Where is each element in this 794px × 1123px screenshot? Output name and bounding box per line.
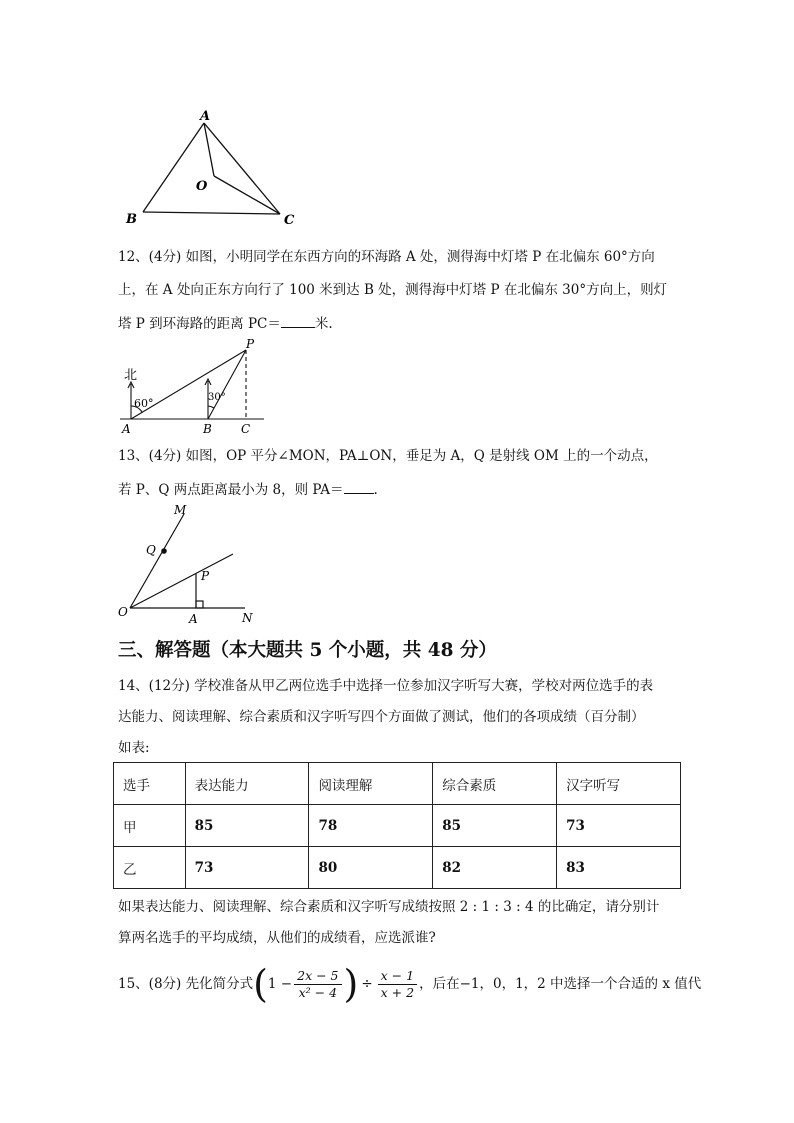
q14-line1: 14、(12分) 学校准备从甲乙两位选手中选择一位参加汉字听写大赛，学校对两位选手的表 bbox=[118, 678, 654, 694]
table-row bbox=[114, 805, 681, 847]
side-ab bbox=[143, 123, 204, 212]
divide-sign: ÷ bbox=[361, 976, 373, 992]
fraction-1-numerator: 2x − 5 bbox=[294, 968, 341, 985]
right-paren: ) bbox=[343, 962, 359, 1006]
q15-prefix: 15、(8分) 先化简分式 bbox=[118, 976, 254, 992]
score-table bbox=[113, 762, 681, 889]
table-cell: 80 bbox=[309, 847, 433, 889]
label-q: Q bbox=[146, 543, 156, 557]
table-header-cell: 汉字听写 bbox=[557, 763, 681, 805]
table-header-cell: 选手 bbox=[114, 763, 186, 805]
label-b: B bbox=[203, 422, 212, 436]
table-cell: 73 bbox=[557, 805, 681, 847]
label-m: M bbox=[174, 503, 187, 517]
q12-line3-text: 塔 P 到环海路的距离 PC＝ bbox=[118, 316, 281, 332]
figure-angle-bisector bbox=[112, 500, 262, 628]
segment-oc bbox=[214, 176, 280, 214]
q13-line2 bbox=[118, 479, 684, 499]
table-row bbox=[114, 847, 681, 889]
table-cell-player: 甲 bbox=[114, 805, 186, 847]
q14-line3: 如表: bbox=[118, 740, 150, 756]
q13-line2-end: . bbox=[373, 482, 378, 498]
q14-line2: 达能力、阅读理解、综合素质和汉字听写四个方面做了测试，他们的各项成绩（百分制） bbox=[118, 709, 645, 725]
table-header-cell: 综合素质 bbox=[433, 763, 557, 805]
section-heading: 三、解答题（本大题共 5 个小题，共 48 分） bbox=[118, 640, 497, 661]
label-o: O bbox=[118, 605, 128, 619]
q12-line1: 12、(4分) 如图，小明同学在东西方向的环海路 A 处，测得海中灯塔 P 在北偏东 60°方向 bbox=[118, 249, 655, 265]
line-bp bbox=[208, 350, 246, 419]
label-b: B bbox=[126, 212, 137, 227]
q15-line bbox=[118, 960, 702, 1008]
table-cell-player: 乙 bbox=[114, 847, 186, 889]
angle-arc-b bbox=[208, 406, 214, 408]
side-bc bbox=[143, 212, 280, 214]
side-ac bbox=[204, 123, 280, 214]
label-n: N bbox=[242, 611, 253, 625]
table-header-row bbox=[114, 763, 681, 805]
segment-ao bbox=[204, 123, 214, 176]
table-cell: 78 bbox=[309, 805, 433, 847]
q13-line2-text: 若 P、Q 两点距离最小为 8，则 PA＝ bbox=[118, 482, 344, 498]
q12-line2: 上，在 A 处向正东方向行了 100 米到达 B 处，测得海中灯塔 P 在北偏东 30°方向上，则灯 bbox=[118, 282, 668, 298]
label-c: C bbox=[241, 422, 251, 436]
answer-blank bbox=[281, 313, 315, 328]
table-cell: 85 bbox=[185, 805, 309, 847]
label-o: O bbox=[196, 179, 208, 194]
label-60-degrees: 60° bbox=[134, 397, 154, 410]
label-c: C bbox=[284, 213, 295, 228]
label-a: A bbox=[200, 109, 211, 124]
q12-line3-unit: 米. bbox=[314, 316, 333, 332]
label-a: A bbox=[122, 422, 131, 436]
label-north: 北 bbox=[124, 368, 138, 383]
fraction-2-numerator: x − 1 bbox=[378, 968, 417, 985]
right-angle-mark bbox=[196, 601, 203, 608]
q15-one-minus: 1 − bbox=[267, 976, 293, 992]
figure-lighthouse bbox=[118, 338, 270, 436]
table-cell: 82 bbox=[433, 847, 557, 889]
table-header-cell: 表达能力 bbox=[185, 763, 309, 805]
table-header-cell: 阅读理解 bbox=[309, 763, 433, 805]
table-cell: 85 bbox=[433, 805, 557, 847]
left-paren: ( bbox=[253, 962, 268, 1006]
label-30-degrees: 30° bbox=[208, 392, 226, 403]
fraction-1-denominator: x² − 4 bbox=[298, 984, 338, 1000]
q14-after1: 如果表达能力、阅读理解、综合素质和汉字听写成绩按照 2 : 1 : 3 : 4 的比确定，请分别计 bbox=[118, 899, 660, 915]
label-a: A bbox=[189, 612, 198, 626]
fraction-2 bbox=[378, 968, 417, 1001]
figure-triangle-abc bbox=[118, 104, 308, 232]
q14-after2: 算两名选手的平均成绩，从他们的成绩看，应选派谁? bbox=[118, 930, 436, 946]
label-p: P bbox=[201, 569, 210, 583]
fraction-1 bbox=[294, 968, 341, 1001]
answer-blank bbox=[344, 479, 374, 494]
table-cell: 83 bbox=[557, 847, 681, 889]
q13-line1: 13、(4分) 如图，OP 平分∠MON，PA⊥ON，垂足为 A，Q 是射线 OM 上的一个动点， bbox=[118, 448, 658, 464]
q15-suffix: ，后在−1，0，1，2 中选择一个合适的 x 值代 bbox=[419, 976, 702, 992]
table-cell: 73 bbox=[185, 847, 309, 889]
point-q bbox=[161, 548, 167, 554]
label-p: P bbox=[246, 338, 255, 351]
fraction-2-denominator: x + 2 bbox=[380, 984, 415, 1000]
q12-line3 bbox=[118, 313, 684, 333]
